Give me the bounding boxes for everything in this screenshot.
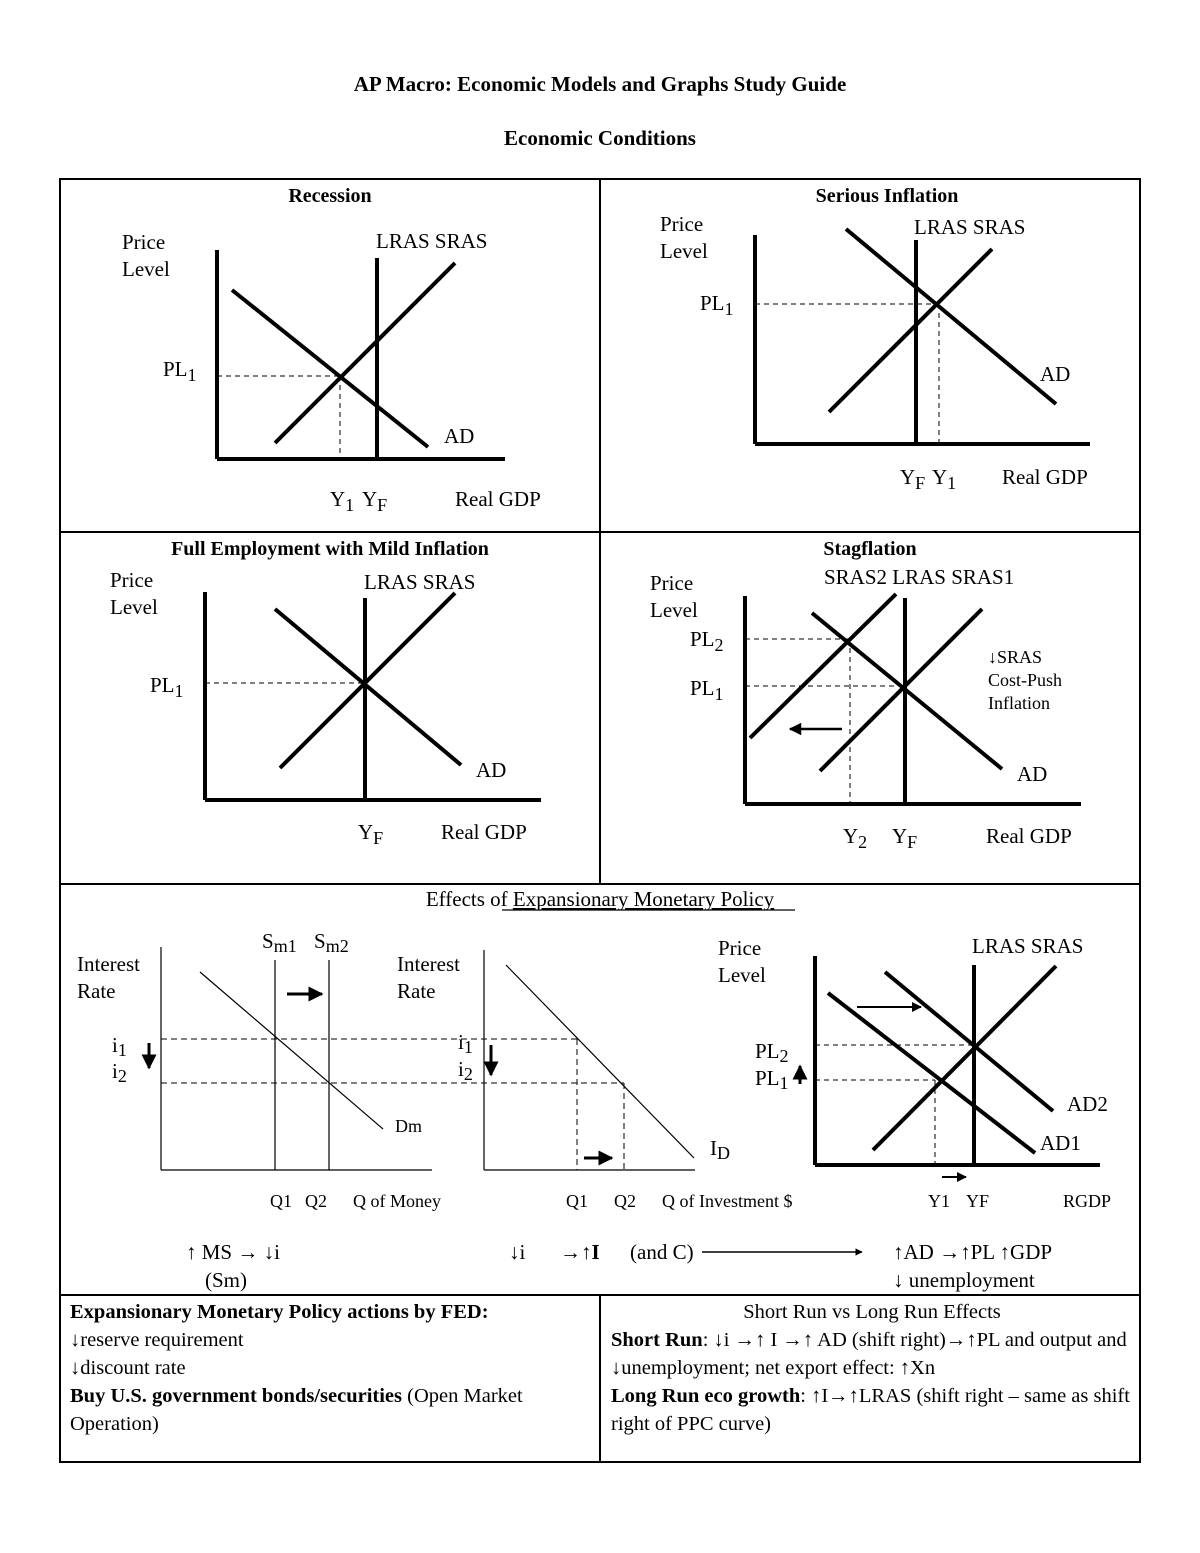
- full-employment-sras-line: [280, 593, 455, 768]
- recession-y-label-1: Price: [122, 230, 166, 254]
- stagflation-yf-label: YF: [892, 824, 918, 852]
- money-y-label-1: Interest: [77, 952, 140, 976]
- full-employment-y-label-1: Price: [110, 568, 154, 592]
- stagflation-sras1-line: [820, 609, 982, 771]
- stagflation-graph: [650, 538, 1081, 852]
- money-i2-label: i2: [112, 1059, 127, 1086]
- inflation-ad-label: AD: [1040, 362, 1071, 386]
- inflation-pl-label: PL1: [700, 291, 734, 319]
- adas-y-label-2: Level: [718, 963, 766, 987]
- stagflation-ad-label: AD: [1017, 762, 1048, 786]
- causal-chain: [186, 1240, 1052, 1292]
- inflation-title: Serious Inflation: [815, 185, 959, 207]
- adas-y1-label: Y1: [928, 1191, 950, 1211]
- adas-yf-label: YF: [966, 1191, 990, 1211]
- short-long-panel: [611, 1298, 1133, 1438]
- investment-x-label: Q of Investment $: [662, 1191, 793, 1211]
- money-market-graph: [77, 929, 624, 1211]
- recession-yf-label: YF: [362, 487, 388, 515]
- inflation-curve-labels: LRAS SRAS: [914, 215, 1026, 239]
- stagflation-note-3: Inflation: [988, 693, 1050, 713]
- investment-demand-line: [506, 965, 694, 1158]
- investment-y-label-2: Rate: [397, 979, 436, 1003]
- inflation-y1-label: Y1: [932, 465, 957, 493]
- chain-step-2b: →↑I: [560, 1240, 600, 1264]
- money-sm2-label: Sm2: [314, 929, 349, 956]
- stagflation-pl1-label: PL1: [690, 676, 724, 704]
- recession-ad-label: AD: [444, 424, 475, 448]
- stagflation-note-1: ↓SRAS: [988, 647, 1043, 667]
- money-demand-label: Dm: [395, 1116, 422, 1136]
- stagflation-title: Stagflation: [823, 538, 917, 560]
- fed-action-bonds: Buy U.S. government bonds/securities (Open Market Operation): [70, 1385, 523, 1435]
- adas-curve-labels: LRAS SRAS: [972, 934, 1084, 958]
- chain-step-1: ↑ MS → ↓i: [186, 1240, 280, 1264]
- recession-y1-label: Y1: [330, 487, 355, 515]
- stagflation-x-label: Real GDP: [986, 824, 1072, 848]
- chain-step-3: ↑AD →↑PL ↑GDP: [893, 1240, 1053, 1264]
- stagflation-curve-labels: SRAS2 LRAS SRAS1: [824, 565, 1015, 589]
- inflation-x-label: Real GDP: [1002, 465, 1088, 489]
- recession-x-label: Real GDP: [455, 487, 541, 511]
- full-employment-ad-line: [275, 609, 461, 765]
- chain-step-2: ↓i: [509, 1240, 526, 1264]
- adas-x-label: RGDP: [1063, 1191, 1112, 1211]
- recession-y-label-2: Level: [122, 257, 170, 281]
- full-employment-x-label: Real GDP: [441, 820, 527, 844]
- chain-step-2c: (and C): [630, 1240, 694, 1264]
- section-title: Economic Conditions: [504, 126, 696, 150]
- inflation-graph: [660, 185, 1090, 493]
- adas-y-label-1: Price: [718, 936, 762, 960]
- fed-actions-panel: [70, 1298, 590, 1438]
- stagflation-y-label-1: Price: [650, 571, 694, 595]
- inflation-yf-label: YF: [900, 465, 926, 493]
- fed-action-item: ↓discount rate: [70, 1357, 186, 1379]
- full-employment-graph: [110, 538, 541, 848]
- recession-ad-line: [232, 290, 428, 447]
- adas-pl1-label: PL1: [755, 1066, 789, 1093]
- short-run-text: Short Run: ↓i →↑ I →↑ AD (shift right)→↑PL and output and ↓unemployment; net export effect: ↑Xn: [611, 1329, 1127, 1379]
- monetary-title: Effects of Expansionary Monetary Policy: [425, 887, 775, 911]
- adas-ad1-label: AD1: [1040, 1131, 1081, 1155]
- investment-i1-label: i1: [458, 1030, 473, 1057]
- money-x-label: Q of Money: [353, 1191, 441, 1211]
- full-employment-curve-labels: LRAS SRAS: [364, 570, 476, 594]
- document-title: AP Macro: Economic Models and Graphs Study Guide: [353, 72, 847, 96]
- stagflation-pl2-label: PL2: [690, 627, 724, 655]
- investment-q1-label: Q1: [566, 1191, 588, 1211]
- recession-sras-line: [275, 263, 455, 443]
- monetary-section: [77, 887, 1111, 1292]
- short-long-heading: Short Run vs Long Run Effects: [743, 1301, 1001, 1323]
- investment-demand-label: ID: [710, 1136, 730, 1163]
- investment-y-label-1: Interest: [397, 952, 460, 976]
- full-employment-pl-label: PL1: [150, 673, 184, 701]
- recession-pl-label: PL1: [163, 357, 197, 385]
- stagflation-y2-label: Y2: [843, 824, 868, 852]
- recession-curve-labels: LRAS SRAS: [376, 229, 488, 253]
- adas-pl2-label: PL2: [755, 1039, 789, 1066]
- full-employment-title: Full Employment with Mild Inflation: [171, 538, 489, 560]
- full-employment-ad-label: AD: [476, 758, 507, 782]
- fed-actions-heading: Expansionary Monetary Policy actions by FED:: [70, 1301, 489, 1323]
- recession-graph: [122, 185, 541, 515]
- recession-title: Recession: [288, 185, 372, 207]
- investment-graph: [397, 950, 792, 1211]
- full-employment-yf-label: YF: [358, 820, 384, 848]
- money-i1-label: i1: [112, 1033, 127, 1060]
- chain-step-1b: (Sm): [205, 1268, 247, 1292]
- full-employment-y-label-2: Level: [110, 595, 158, 619]
- stagflation-note-2: Cost-Push: [988, 670, 1063, 690]
- chain-step-3b: ↓ unemployment: [893, 1268, 1035, 1292]
- long-run-text: Long Run eco growth: ↑I→↑LRAS (shift right – same as shift right of PPC curve): [611, 1385, 1130, 1435]
- money-y-label-2: Rate: [77, 979, 116, 1003]
- fed-action-item: ↓reserve requirement: [70, 1329, 244, 1351]
- investment-q2-label: Q2: [614, 1191, 636, 1211]
- money-q1-label: Q1: [270, 1191, 292, 1211]
- inflation-ad-line: [846, 229, 1056, 404]
- money-q2-label: Q2: [305, 1191, 327, 1211]
- inflation-y-label-2: Level: [660, 239, 708, 263]
- money-sm1-label: Sm1: [262, 929, 297, 956]
- adas-graph: [718, 934, 1111, 1211]
- money-demand-line: [200, 972, 383, 1129]
- adas-sras-line: [873, 966, 1056, 1150]
- inflation-y-label-1: Price: [660, 212, 704, 236]
- stagflation-y-label-2: Level: [650, 598, 698, 622]
- adas-ad2-label: AD2: [1067, 1092, 1108, 1116]
- investment-i2-label: i2: [458, 1057, 473, 1084]
